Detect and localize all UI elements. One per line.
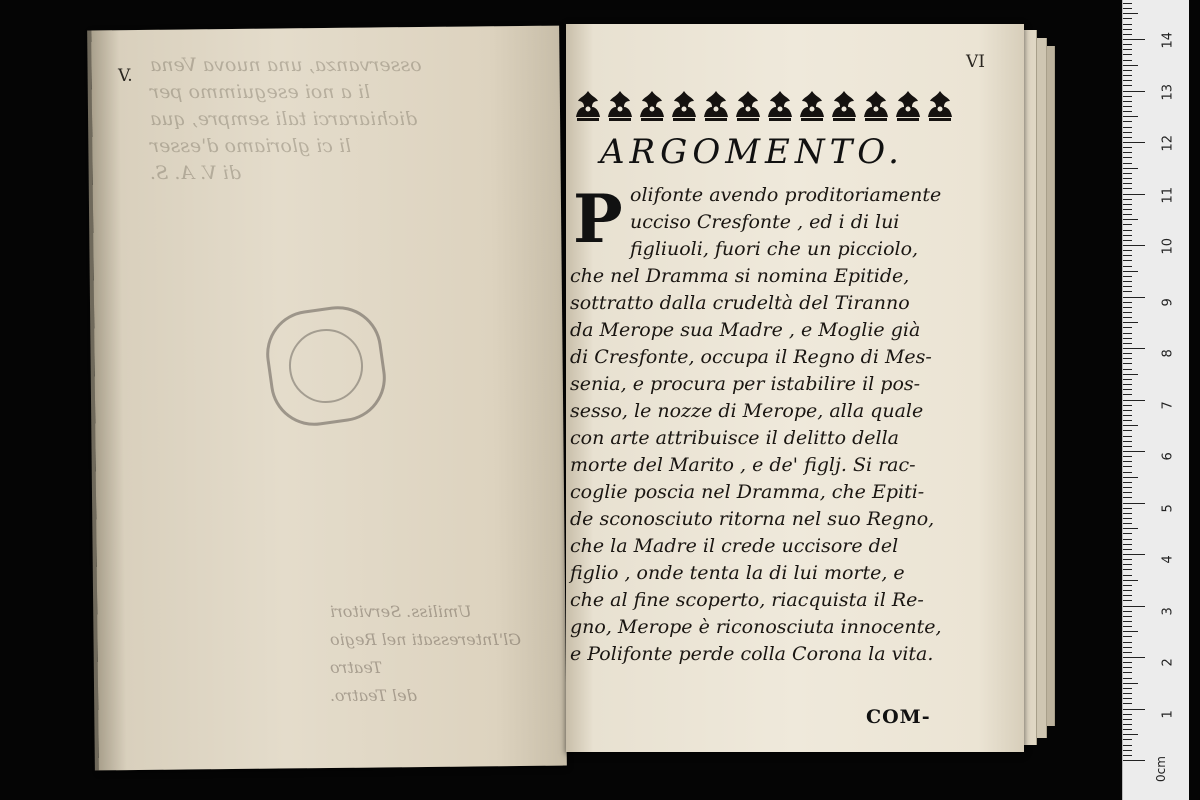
ruler-tick xyxy=(1123,709,1145,710)
ruler-tick xyxy=(1123,698,1132,699)
ruler-number: 2 xyxy=(1160,658,1176,667)
ruler-tick xyxy=(1123,554,1145,555)
ruler-tick xyxy=(1123,631,1138,632)
ruler-tick xyxy=(1123,533,1132,534)
text-line: coglie poscia nel Dramma, che Epiti- xyxy=(570,481,925,503)
ruler-tick xyxy=(1123,497,1132,498)
ruler-tick xyxy=(1123,745,1132,746)
drop-cap: P xyxy=(573,180,623,258)
ruler-tick xyxy=(1123,436,1132,437)
ruler-tick xyxy=(1123,678,1132,679)
ruler-tick xyxy=(1123,29,1132,30)
ruler-tick xyxy=(1123,96,1132,97)
ruler-tick xyxy=(1123,142,1145,143)
ruler-tick xyxy=(1123,235,1132,236)
ruler-tick xyxy=(1123,585,1132,586)
fleuron-ornament-icon xyxy=(798,89,826,123)
ruler-number: 11 xyxy=(1160,186,1176,203)
ruler-tick xyxy=(1123,266,1132,267)
ruler-tick xyxy=(1123,358,1132,359)
ruler-tick xyxy=(1123,636,1132,637)
ruler-tick xyxy=(1123,564,1132,565)
ruler-tick xyxy=(1123,250,1132,251)
ruler-tick xyxy=(1123,255,1132,256)
ruler-tick xyxy=(1123,111,1132,112)
ruler-tick xyxy=(1123,503,1145,504)
ghost-footer-line: del Teatro. xyxy=(330,686,417,705)
ruler-tick xyxy=(1123,672,1132,673)
ruler-tick xyxy=(1123,724,1132,725)
ornament-band xyxy=(574,88,954,124)
ruler-number: 12 xyxy=(1160,134,1176,152)
ruler-tick xyxy=(1123,379,1132,380)
ruler-tick xyxy=(1123,116,1138,117)
text-line: di Cresfonte, occupa il Regno di Mes- xyxy=(570,346,932,368)
ruler-number: 6 xyxy=(1160,452,1176,461)
ruler-tick xyxy=(1123,91,1145,92)
ruler-tick xyxy=(1123,24,1132,25)
ruler-tick xyxy=(1123,760,1145,761)
ruler-tick xyxy=(1123,580,1138,581)
ruler-tick xyxy=(1123,446,1132,447)
ruler-tick xyxy=(1123,3,1132,4)
ruler-number: 14 xyxy=(1160,31,1176,49)
ruler-tick xyxy=(1123,54,1132,55)
ruler-number: 13 xyxy=(1160,83,1176,100)
ruler-tick xyxy=(1123,152,1132,153)
ruler-tick xyxy=(1123,569,1132,570)
ruler-tick xyxy=(1123,400,1145,401)
ruler-tick xyxy=(1123,466,1132,467)
ruler-tick xyxy=(1123,18,1132,19)
ruler-tick xyxy=(1123,194,1145,195)
ruler-tick xyxy=(1123,101,1132,102)
ruler-tick xyxy=(1123,348,1145,349)
ruler-tick xyxy=(1123,528,1138,529)
ruler-tick xyxy=(1123,441,1132,442)
text-line: gno, Merope è riconosciuta innocente, xyxy=(570,616,942,638)
page-edge xyxy=(1024,30,1037,745)
ruler-tick xyxy=(1123,657,1145,658)
ruler-tick xyxy=(1123,214,1132,215)
ruler-tick xyxy=(1123,549,1132,550)
ruler-tick xyxy=(1123,276,1132,277)
ruler-tick xyxy=(1123,230,1132,231)
fleuron-ornament-icon xyxy=(606,89,634,123)
ruler-tick xyxy=(1123,559,1132,560)
ruler-tick xyxy=(1123,492,1132,493)
ruler-tick xyxy=(1123,224,1132,225)
text-line: sottratto dalla crudeltà del Tiranno xyxy=(570,292,910,314)
ruler-number: 10 xyxy=(1160,237,1176,255)
ruler-tick xyxy=(1123,600,1132,601)
ruler-tick xyxy=(1123,209,1132,210)
text-line: che al fine scoperto, riacquista il Re- xyxy=(570,589,924,611)
ruler-tick xyxy=(1123,178,1132,179)
ruler-tick xyxy=(1123,183,1132,184)
ruler-tick xyxy=(1123,369,1132,370)
ruler-tick xyxy=(1123,425,1138,426)
ruler-tick xyxy=(1123,621,1132,622)
ruler-tick xyxy=(1123,317,1132,318)
bleed-through-footer xyxy=(330,598,540,710)
ruler-tick xyxy=(1123,132,1132,133)
ruler-tick xyxy=(1123,199,1132,200)
ruler-number: 4 xyxy=(1160,555,1176,564)
text-line: figlio , onde tenta la di lui morte, e xyxy=(570,562,905,584)
ruler-tick xyxy=(1123,642,1132,643)
ruler-tick xyxy=(1123,260,1132,261)
bleed-through-text xyxy=(150,52,540,187)
ruler-tick xyxy=(1123,121,1132,122)
ruler-tick xyxy=(1123,312,1132,313)
ruler-tick xyxy=(1123,327,1132,328)
ruler-unit-label: 0cm xyxy=(1153,756,1168,782)
fleuron-ornament-icon xyxy=(926,89,954,123)
ruler-tick xyxy=(1123,472,1132,473)
ruler-tick xyxy=(1123,188,1132,189)
ruler-tick xyxy=(1123,451,1145,452)
ruler-tick xyxy=(1123,75,1132,76)
ghost-line: li a noi eseguimmo per xyxy=(150,81,371,103)
text-line: ucciso Cresfonte , ed i di lui xyxy=(630,211,900,233)
ruler-tick xyxy=(1123,343,1132,344)
page-title: ARGOMENTO. xyxy=(600,132,904,172)
ruler-tick xyxy=(1123,338,1132,339)
ruler-tick xyxy=(1123,374,1138,375)
fleuron-ornament-icon xyxy=(766,89,794,123)
ruler-tick xyxy=(1123,65,1138,66)
ruler-tick xyxy=(1123,405,1132,406)
ruler-tick xyxy=(1123,39,1145,40)
ruler-number: 7 xyxy=(1160,400,1176,409)
fleuron-ornament-icon xyxy=(734,89,762,123)
fleuron-ornament-icon xyxy=(638,89,666,123)
ruler-tick xyxy=(1123,739,1132,740)
text-line: sesso, le nozze di Merope, alla quale xyxy=(570,400,924,422)
ruler-number: 3 xyxy=(1160,606,1176,615)
ruler-tick xyxy=(1123,384,1132,385)
ruler-number: 5 xyxy=(1160,503,1176,512)
ruler-tick xyxy=(1123,652,1132,653)
ruler-tick xyxy=(1123,389,1132,390)
ruler-tick xyxy=(1123,85,1132,86)
ruler-tick xyxy=(1123,60,1132,61)
ruler-tick xyxy=(1123,13,1138,14)
ruler-tick xyxy=(1123,106,1132,107)
fleuron-ornament-icon xyxy=(702,89,730,123)
ruler-tick xyxy=(1123,245,1145,246)
ruler-number: 8 xyxy=(1160,349,1176,358)
ruler-tick xyxy=(1123,49,1132,50)
text-line: senia, e procura per istabilire il pos- xyxy=(570,373,921,395)
ruler-tick xyxy=(1123,297,1145,298)
ruler-tick xyxy=(1123,523,1132,524)
ruler-tick xyxy=(1123,127,1132,128)
text-line: morte del Marito , e de' figlj. Si rac- xyxy=(570,454,916,476)
text-line: de sconosciuto ritorna nel suo Regno, xyxy=(570,508,935,530)
ruler-number: 1 xyxy=(1160,709,1176,718)
text-line: che la Madre il crede uccisore del xyxy=(570,535,899,557)
ruler-tick xyxy=(1123,333,1132,334)
text-line: che nel Dramma si nomina Epitide, xyxy=(570,265,910,287)
ruler-tick xyxy=(1123,219,1138,220)
ruler-tick xyxy=(1123,204,1132,205)
ruler-tick xyxy=(1123,729,1132,730)
ruler-tick xyxy=(1123,508,1132,509)
ruler-tick xyxy=(1123,281,1132,282)
ruler-tick xyxy=(1123,8,1132,9)
ruler-tick xyxy=(1123,714,1132,715)
ruler-tick xyxy=(1123,482,1132,483)
ruler-tick xyxy=(1123,168,1138,169)
ruler-tick xyxy=(1123,420,1132,421)
ruler-tick xyxy=(1123,415,1132,416)
ruler-tick xyxy=(1123,734,1138,735)
ruler-tick xyxy=(1123,240,1132,241)
ghost-line: di V. A. S. xyxy=(150,162,241,184)
ghost-line: li ci gloriamo d'esser xyxy=(150,135,352,157)
ruler-tick xyxy=(1123,544,1132,545)
argomento-text xyxy=(570,182,970,668)
ruler-tick xyxy=(1123,477,1138,478)
page-edge xyxy=(1036,38,1047,738)
ruler-tick xyxy=(1123,271,1138,272)
ruler-tick xyxy=(1123,518,1132,519)
text-line: figliuoli, fuori che un picciolo, xyxy=(630,238,919,260)
ruler-tick xyxy=(1123,611,1132,612)
ruler-tick xyxy=(1123,539,1132,540)
ghost-footer-line: Gl'Interessati nel Regio Teatro xyxy=(330,630,522,677)
ruler-tick xyxy=(1123,575,1132,576)
ruler-tick xyxy=(1123,688,1132,689)
fleuron-ornament-icon xyxy=(894,89,922,123)
ghost-line: osservanza, una nuova Vena xyxy=(150,54,422,76)
ruler-tick xyxy=(1123,147,1132,148)
ruler-tick xyxy=(1123,662,1132,663)
ruler-tick xyxy=(1123,302,1132,303)
ruler-tick xyxy=(1123,456,1132,457)
ruler-tick xyxy=(1123,353,1132,354)
ruler-tick xyxy=(1123,80,1132,81)
text-line: olifonte avendo proditoriamente xyxy=(630,184,942,206)
ruler-tick xyxy=(1123,616,1132,617)
ruler-tick xyxy=(1123,719,1132,720)
ruler-tick xyxy=(1123,163,1132,164)
ruler-tick xyxy=(1123,137,1132,138)
ruler-tick xyxy=(1123,173,1132,174)
ruler-tick xyxy=(1123,286,1132,287)
ruler-tick xyxy=(1123,44,1132,45)
ruler-tick xyxy=(1123,667,1132,668)
ruler-tick xyxy=(1123,70,1132,71)
ruler-tick xyxy=(1123,487,1132,488)
right-page-folio: VI xyxy=(966,52,985,72)
fleuron-ornament-icon xyxy=(574,89,602,123)
ruler-tick xyxy=(1123,430,1132,431)
ruler-tick xyxy=(1123,322,1138,323)
catchword: COM- xyxy=(866,706,931,728)
ruler-tick xyxy=(1123,513,1132,514)
ruler-tick xyxy=(1123,307,1132,308)
ruler-tick xyxy=(1123,461,1132,462)
left-page-folio: V. xyxy=(118,66,133,86)
ruler-tick xyxy=(1123,157,1132,158)
ruler-tick xyxy=(1123,410,1132,411)
ruler-tick xyxy=(1123,755,1132,756)
ruler-number: 9 xyxy=(1160,297,1176,306)
ruler-tick xyxy=(1123,626,1132,627)
ruler-tick xyxy=(1123,34,1132,35)
ruler-tick xyxy=(1123,606,1145,607)
fleuron-ornament-icon xyxy=(830,89,858,123)
page-edge xyxy=(1046,46,1055,726)
text-line: con arte attribuisce il delitto della xyxy=(570,427,899,449)
ruler-tick xyxy=(1123,590,1132,591)
ruler-tick xyxy=(1123,394,1132,395)
measurement-ruler xyxy=(1122,0,1189,800)
ruler-tick xyxy=(1123,595,1132,596)
ruler-tick xyxy=(1123,693,1132,694)
ruler-tick xyxy=(1123,647,1132,648)
text-line: e Polifonte perde colla Corona la vita. xyxy=(570,643,934,665)
text-line: da Merope sua Madre , e Moglie già xyxy=(570,319,921,341)
fleuron-ornament-icon xyxy=(670,89,698,123)
ruler-tick xyxy=(1123,750,1132,751)
fleuron-ornament-icon xyxy=(862,89,890,123)
ghost-line: dichiararci tali sempre, qua xyxy=(150,108,418,130)
ruler-tick xyxy=(1123,363,1132,364)
ghost-footer-line: Umiliss. Servitori xyxy=(330,602,472,621)
ruler-tick xyxy=(1123,703,1132,704)
ruler-tick xyxy=(1123,291,1132,292)
ruler-tick xyxy=(1123,683,1138,684)
